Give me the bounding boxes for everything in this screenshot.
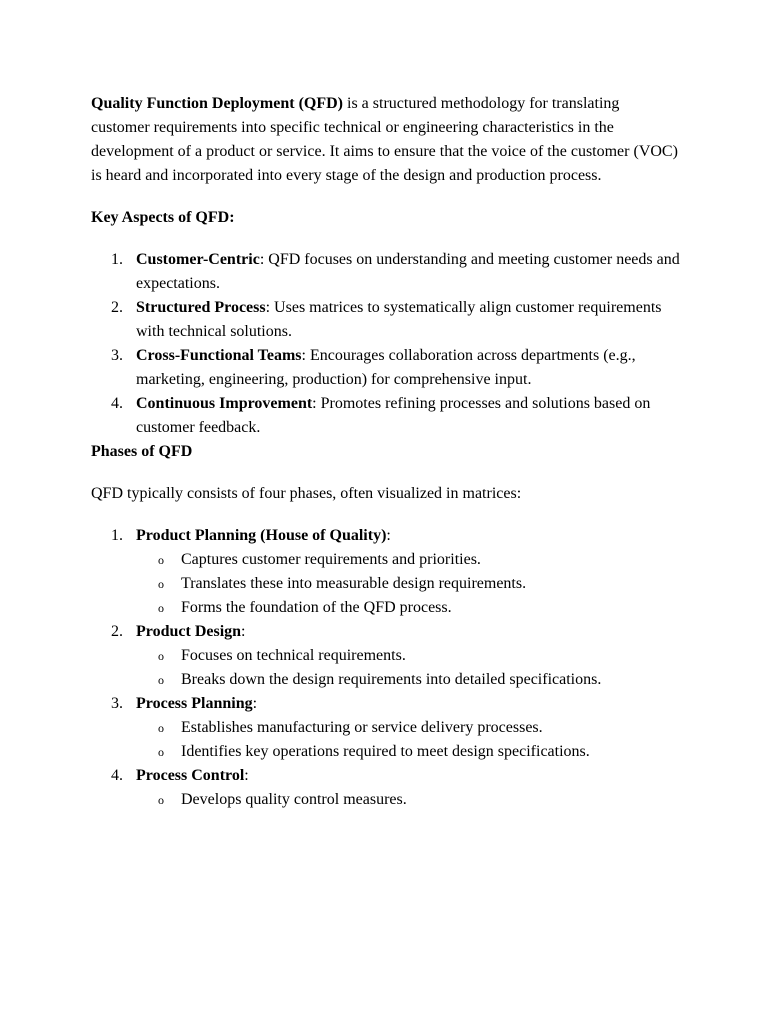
phases-heading: Phases of QFD [91,443,193,460]
sub-item [136,668,681,692]
sub-list [136,716,681,764]
key-aspects-heading: Key Aspects of QFD: [91,209,235,226]
sub-item-text: Captures customer requirements and priorities. [181,551,481,568]
bullet-icon: o [158,721,164,735]
sub-item-text: Translates these into measurable design requirements. [181,575,527,592]
bullet-icon: o [158,745,164,759]
item-text: : Promotes refining processes and solutions based on customer feedback. [136,395,651,436]
sub-list [136,788,681,812]
item-term: Process Control [136,767,245,784]
document-page [91,92,681,812]
item-number: 1. [111,251,123,268]
bullet-icon: o [158,793,164,807]
list-item [91,764,681,812]
phases-list [91,524,681,812]
sub-item [136,740,681,764]
item-number: 3. [111,347,123,364]
sub-item [136,716,681,740]
item-number: 1. [111,527,123,544]
sub-item-text: Identifies key operations required to meet design specifications. [181,743,590,760]
sub-item [136,788,681,812]
sub-item-text: Focuses on technical requirements. [181,647,406,664]
item-text: : [252,695,258,712]
item-term: Structured Process [136,299,266,316]
sub-item [136,548,681,572]
item-text: : [241,623,246,640]
item-term: Product Design [136,623,242,640]
key-aspects-list [91,248,681,440]
intro-paragraph [91,92,681,188]
sub-item-text: Breaks down the design requirements into detailed specifications. [181,671,602,688]
item-number: 3. [111,695,123,712]
sub-item-text: Forms the foundation of the QFD process. [181,599,452,616]
item-term: Continuous Improvement [136,395,313,412]
list-item [91,620,681,692]
sub-list [136,644,681,692]
item-number: 2. [111,299,123,316]
item-text: : [386,527,391,544]
item-text: : Encourages collaboration across departments (e.g., marketing, engineering, production) for comprehensive input. [136,347,636,388]
list-item [91,692,681,764]
item-text: : QFD focuses on understanding and meeting customer needs and expectations. [136,251,680,292]
sub-item [136,644,681,668]
phases-intro: QFD typically consists of four phases, often visualized in matrices: [91,485,522,502]
bullet-icon: o [158,577,164,591]
item-term: Product Planning (House of Quality) [136,527,387,544]
item-text: : [244,767,249,784]
item-term: Process Planning [136,695,253,712]
sub-item-text: Establishes manufacturing or service delivery processes. [181,719,543,736]
sub-item-text: Develops quality control measures. [181,791,407,808]
sub-item [136,596,681,620]
item-number: 2. [111,623,123,640]
item-text: : Uses matrices to systematically align customer requirements with technical solutions. [136,299,662,340]
bullet-icon: o [158,553,164,567]
list-item [91,392,681,440]
item-term: Customer-Centric [136,251,260,268]
list-item [91,296,681,344]
bullet-icon: o [158,601,164,615]
sub-item [136,572,681,596]
intro-text: is a structured methodology for translating customer requirements into specific technical or engineering characteristics in the development of a product or service. It aims to ensure that the voice of the customer (VOC) is heard and incorporated into every stage of the design and production process. [91,95,678,184]
item-number: 4. [111,395,123,412]
list-item [91,524,681,620]
bullet-icon: o [158,673,164,687]
item-term: Cross-Functional Teams [136,347,302,364]
item-number: 4. [111,767,123,784]
list-item [91,248,681,296]
intro-term: Quality Function Deployment (QFD) [91,95,343,112]
sub-list [136,548,681,620]
bullet-icon: o [158,649,164,663]
list-item [91,344,681,392]
